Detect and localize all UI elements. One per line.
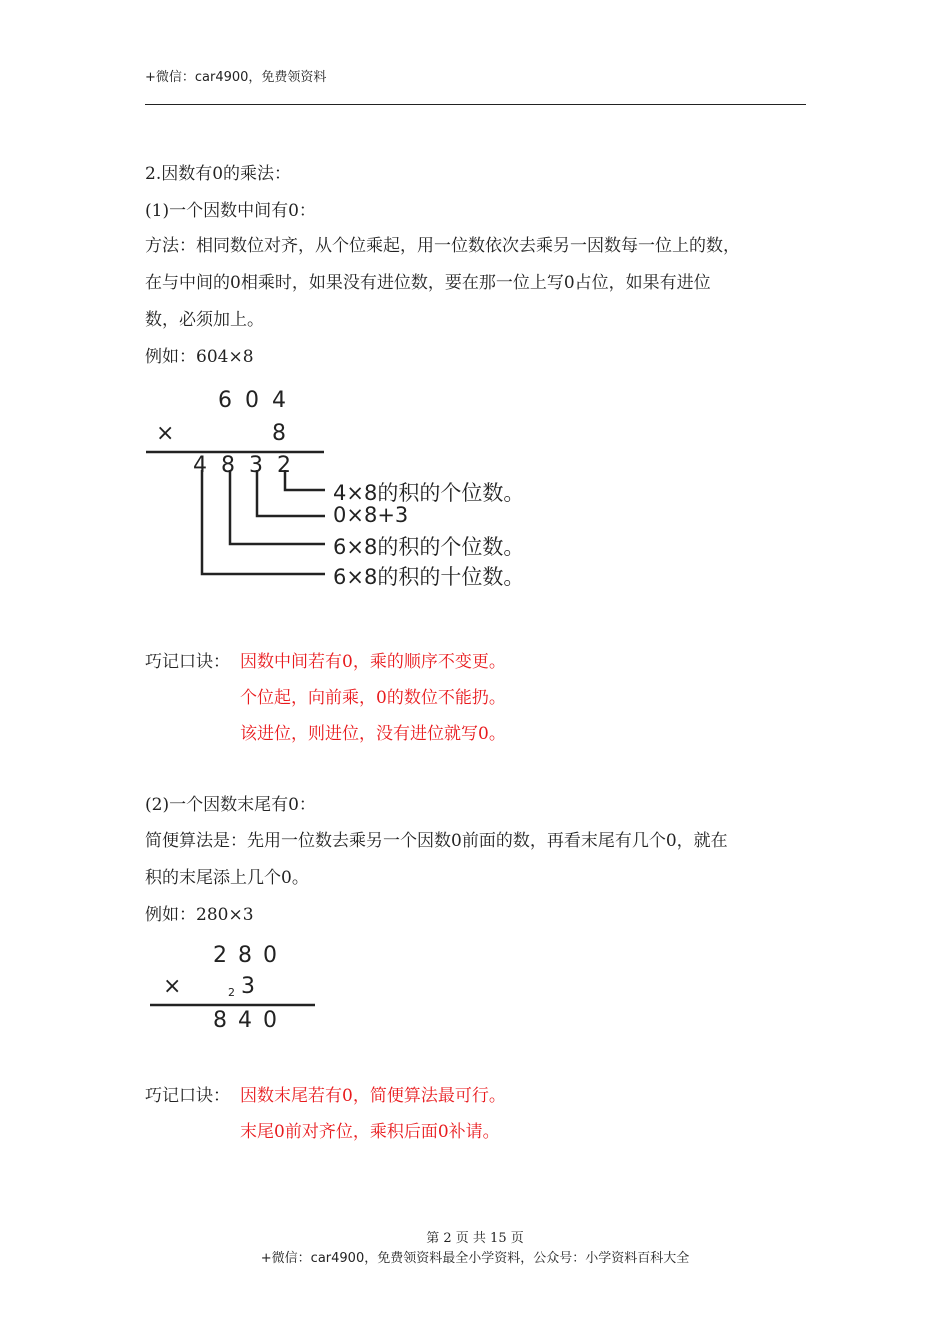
digit2-top-hundreds: 2 bbox=[213, 943, 227, 968]
label-tens: 0×8+3 bbox=[333, 503, 409, 527]
digit2-result-hundreds: 8 bbox=[213, 1008, 227, 1033]
part1-method-line-2: 在与中间的0相乘时，如果没有进位数，要在那一位上写0占位，如果有进位 bbox=[145, 273, 711, 293]
label-thousands: 6×8的积的十位数。 bbox=[333, 565, 525, 589]
part2-example: 例如：280×3 bbox=[145, 905, 254, 925]
digit-result-tens: 3 bbox=[249, 453, 263, 478]
label-hundreds: 6×8的积的个位数。 bbox=[333, 535, 525, 559]
digit2-result-units: 0 bbox=[263, 1008, 277, 1033]
connector-units bbox=[285, 470, 325, 490]
header-divider bbox=[145, 104, 806, 105]
part2-method-line-2: 积的末尾添上几个0。 bbox=[145, 868, 309, 888]
part1-example: 例如：604×8 bbox=[145, 347, 254, 367]
part1-method-line-3: 数，必须加上。 bbox=[145, 310, 264, 330]
connector-thousands bbox=[202, 470, 325, 574]
part1-rhyme-line-3: 该进位，则进位，没有进位就写0。 bbox=[240, 724, 506, 744]
part2-rhyme-line-2: 末尾0前对齐位，乘积后面0补请。 bbox=[240, 1122, 500, 1142]
part1-title: (1)一个因数中间有0： bbox=[145, 201, 316, 221]
digit2-result-tens: 4 bbox=[238, 1008, 252, 1033]
part2-method-line-1: 简便算法是：先用一位数去乘另一个因数0前面的数，再看末尾有几个0，就在 bbox=[145, 831, 728, 851]
digit-result-hundreds: 8 bbox=[221, 453, 235, 478]
part2-title: (2)一个因数末尾有0： bbox=[145, 795, 316, 815]
page-number: 第 2 页 共 15 页 bbox=[426, 1231, 524, 1246]
digit2-top-units: 0 bbox=[263, 943, 277, 968]
part2-rhyme-line-1: 因数末尾若有0，简便算法最可行。 bbox=[240, 1086, 506, 1106]
footer-text: +微信：car4900，免费领资料最全小学资料，公众号：小学资料百科大全 bbox=[260, 1251, 690, 1266]
digit-multiplier: 8 bbox=[272, 421, 286, 446]
part1-rhyme-line-2: 个位起，向前乘，0的数位不能扔。 bbox=[240, 688, 506, 708]
digit2-multiplier: 3 bbox=[241, 974, 255, 999]
digit-top-tens: 0 bbox=[245, 388, 259, 413]
label-units: 4×8的积的个位数。 bbox=[333, 481, 525, 505]
connector-hundreds bbox=[230, 470, 325, 544]
part1-method-line-1: 方法：相同数位对齐，从个位乘起，用一位数依次去乘另一因数每一位上的数， bbox=[145, 236, 740, 256]
carry-digit: 2 bbox=[228, 986, 235, 999]
part1-rhyme-line-1: 因数中间若有0，乘的顺序不变更。 bbox=[240, 652, 506, 672]
digit-result-units: 2 bbox=[277, 453, 291, 478]
multiply-sign-2: × bbox=[163, 974, 182, 999]
digit2-top-tens: 8 bbox=[238, 943, 252, 968]
digit-top-units: 4 bbox=[272, 388, 286, 413]
header-text: +微信：car4900，免费领资料 bbox=[145, 70, 327, 85]
digit-result-thousands: 4 bbox=[193, 453, 207, 478]
part2-rhyme-label: 巧记口诀： bbox=[145, 1086, 230, 1106]
part1-rhyme-label: 巧记口诀： bbox=[145, 652, 230, 672]
connector-tens bbox=[257, 470, 325, 516]
section-title: 2.因数有0的乘法： bbox=[145, 164, 292, 184]
digit-top-hundreds: 6 bbox=[218, 388, 232, 413]
multiply-sign: × bbox=[156, 421, 175, 446]
